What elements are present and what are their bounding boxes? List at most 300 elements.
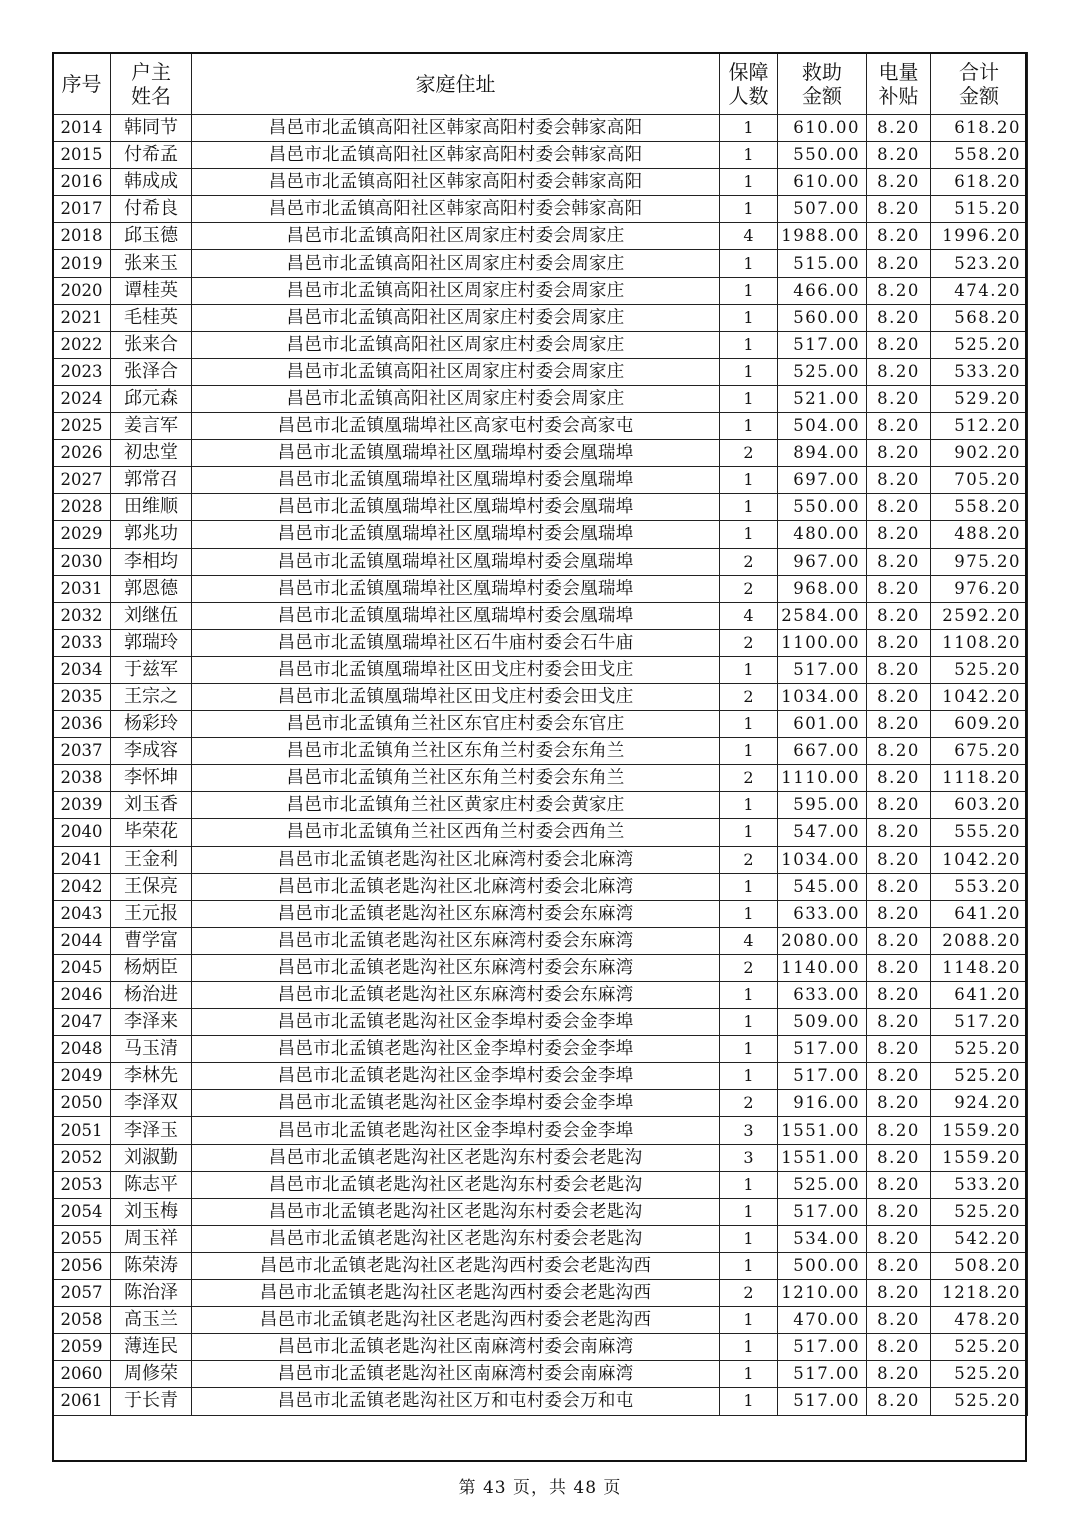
cell-people: 2	[720, 954, 778, 981]
cell-address: 昌邑市北孟镇凰瑞埠社区凰瑞埠村委会凰瑞埠	[192, 494, 720, 521]
cell-aid-amount: 525.00	[778, 358, 867, 385]
cell-address: 昌邑市北孟镇高阳社区韩家高阳村委会韩家高阳	[192, 115, 720, 142]
cell-address: 昌邑市北孟镇老匙沟社区北麻湾村委会北麻湾	[192, 873, 720, 900]
cell-aid-amount: 1110.00	[778, 765, 867, 792]
cell-aid-amount: 633.00	[778, 900, 867, 927]
cell-index: 2057	[53, 1280, 111, 1307]
table-row	[53, 873, 1028, 900]
cell-total-amount: 618.20	[931, 115, 1028, 142]
cell-power-subsidy: 8.20	[867, 846, 931, 873]
cell-people: 1	[720, 1252, 778, 1279]
cell-name: 高玉兰	[111, 1307, 192, 1334]
cell-name: 邱玉德	[111, 223, 192, 250]
cell-power-subsidy: 8.20	[867, 1171, 931, 1198]
cell-total-amount: 525.20	[931, 656, 1028, 683]
cell-index: 2024	[53, 385, 111, 412]
cell-power-subsidy: 8.20	[867, 385, 931, 412]
cell-index: 2017	[53, 196, 111, 223]
cell-power-subsidy: 8.20	[867, 683, 931, 710]
cell-name: 李怀坤	[111, 765, 192, 792]
cell-aid-amount: 610.00	[778, 115, 867, 142]
cell-aid-amount: 525.00	[778, 1171, 867, 1198]
cell-name: 付希孟	[111, 142, 192, 169]
cell-power-subsidy: 8.20	[867, 1090, 931, 1117]
cell-total-amount: 525.20	[931, 1334, 1028, 1361]
cell-total-amount: 525.20	[931, 1063, 1028, 1090]
table-row	[53, 440, 1028, 467]
cell-power-subsidy: 8.20	[867, 1198, 931, 1225]
cell-address: 昌邑市北孟镇凰瑞埠社区凰瑞埠村委会凰瑞埠	[192, 440, 720, 467]
cell-total-amount: 542.20	[931, 1225, 1028, 1252]
cell-power-subsidy: 8.20	[867, 358, 931, 385]
cell-name: 于兹军	[111, 656, 192, 683]
header-index: 序号	[53, 53, 111, 115]
table-row	[53, 927, 1028, 954]
cell-power-subsidy: 8.20	[867, 900, 931, 927]
cell-people: 1	[720, 1171, 778, 1198]
cell-name: 田维顺	[111, 494, 192, 521]
cell-people: 1	[720, 656, 778, 683]
cell-address: 昌邑市北孟镇老匙沟社区金李埠村委会金李埠	[192, 1009, 720, 1036]
cell-index: 2056	[53, 1252, 111, 1279]
cell-people: 1	[720, 358, 778, 385]
cell-address: 昌邑市北孟镇老匙沟社区北麻湾村委会北麻湾	[192, 846, 720, 873]
cell-total-amount: 609.20	[931, 711, 1028, 738]
table-row	[53, 656, 1028, 683]
cell-aid-amount: 1140.00	[778, 954, 867, 981]
cell-total-amount: 1559.20	[931, 1117, 1028, 1144]
cell-address: 昌邑市北孟镇凰瑞埠社区凰瑞埠村委会凰瑞埠	[192, 602, 720, 629]
cell-name: 杨治进	[111, 982, 192, 1009]
cell-index: 2019	[53, 250, 111, 277]
cell-index: 2047	[53, 1009, 111, 1036]
cell-address: 昌邑市北孟镇角兰社区黄家庄村委会黄家庄	[192, 792, 720, 819]
cell-aid-amount: 521.00	[778, 385, 867, 412]
cell-aid-amount: 515.00	[778, 250, 867, 277]
cell-total-amount: 2088.20	[931, 927, 1028, 954]
cell-index: 2030	[53, 548, 111, 575]
cell-aid-amount: 967.00	[778, 548, 867, 575]
cell-index: 2045	[53, 954, 111, 981]
cell-address: 昌邑市北孟镇凰瑞埠社区田戈庄村委会田戈庄	[192, 683, 720, 710]
cell-total-amount: 508.20	[931, 1252, 1028, 1279]
cell-address: 昌邑市北孟镇凰瑞埠社区凰瑞埠村委会凰瑞埠	[192, 467, 720, 494]
cell-address: 昌邑市北孟镇高阳社区周家庄村委会周家庄	[192, 331, 720, 358]
cell-name: 谭桂英	[111, 277, 192, 304]
cell-address: 昌邑市北孟镇凰瑞埠社区凰瑞埠村委会凰瑞埠	[192, 521, 720, 548]
cell-total-amount: 553.20	[931, 873, 1028, 900]
table-row	[53, 223, 1028, 250]
cell-power-subsidy: 8.20	[867, 954, 931, 981]
table-row	[53, 1063, 1028, 1090]
table-row	[53, 819, 1028, 846]
cell-aid-amount: 550.00	[778, 142, 867, 169]
cell-power-subsidy: 8.20	[867, 765, 931, 792]
cell-aid-amount: 547.00	[778, 819, 867, 846]
cell-name: 王金利	[111, 846, 192, 873]
cell-power-subsidy: 8.20	[867, 331, 931, 358]
cell-name: 张泽合	[111, 358, 192, 385]
cell-address: 昌邑市北孟镇老匙沟社区老匙沟西村委会老匙沟西	[192, 1252, 720, 1279]
cell-total-amount: 517.20	[931, 1009, 1028, 1036]
cell-people: 1	[720, 1063, 778, 1090]
table-row	[53, 711, 1028, 738]
cell-address: 昌邑市北孟镇老匙沟社区金李埠村委会金李埠	[192, 1117, 720, 1144]
cell-address: 昌邑市北孟镇老匙沟社区老匙沟西村委会老匙沟西	[192, 1280, 720, 1307]
cell-name: 李相均	[111, 548, 192, 575]
page-footer: 第 43 页，共 48 页	[458, 1478, 622, 1498]
cell-power-subsidy: 8.20	[867, 629, 931, 656]
table-row	[53, 1361, 1028, 1388]
cell-name: 付希良	[111, 196, 192, 223]
cell-address: 昌邑市北孟镇凰瑞埠社区凰瑞埠村委会凰瑞埠	[192, 548, 720, 575]
table-row	[53, 358, 1028, 385]
cell-name: 王元报	[111, 900, 192, 927]
cell-people: 4	[720, 223, 778, 250]
table-row	[53, 846, 1028, 873]
table-row	[53, 250, 1028, 277]
cell-aid-amount: 610.00	[778, 169, 867, 196]
cell-name: 陈志平	[111, 1171, 192, 1198]
cell-people: 1	[720, 1361, 778, 1388]
cell-index: 2034	[53, 656, 111, 683]
cell-power-subsidy: 8.20	[867, 927, 931, 954]
table-row	[53, 1171, 1028, 1198]
cell-address: 昌邑市北孟镇凰瑞埠社区凰瑞埠村委会凰瑞埠	[192, 575, 720, 602]
cell-index: 2054	[53, 1198, 111, 1225]
cell-aid-amount: 1551.00	[778, 1144, 867, 1171]
cell-index: 2053	[53, 1171, 111, 1198]
cell-name: 李泽玉	[111, 1117, 192, 1144]
cell-name: 杨炳臣	[111, 954, 192, 981]
cell-power-subsidy: 8.20	[867, 819, 931, 846]
cell-name: 陈治泽	[111, 1280, 192, 1307]
cell-index: 2032	[53, 602, 111, 629]
cell-aid-amount: 1551.00	[778, 1117, 867, 1144]
table-row	[53, 1252, 1028, 1279]
cell-power-subsidy: 8.20	[867, 602, 931, 629]
cell-index: 2046	[53, 982, 111, 1009]
cell-aid-amount: 1034.00	[778, 846, 867, 873]
table-row	[53, 982, 1028, 1009]
cell-aid-amount: 480.00	[778, 521, 867, 548]
cell-aid-amount: 504.00	[778, 413, 867, 440]
cell-index: 2026	[53, 440, 111, 467]
table-row	[53, 385, 1028, 412]
cell-people: 1	[720, 250, 778, 277]
cell-total-amount: 474.20	[931, 277, 1028, 304]
cell-name: 李泽来	[111, 1009, 192, 1036]
cell-total-amount: 478.20	[931, 1307, 1028, 1334]
cell-power-subsidy: 8.20	[867, 1388, 931, 1415]
cell-power-subsidy: 8.20	[867, 1063, 931, 1090]
cell-index: 2049	[53, 1063, 111, 1090]
table-row	[53, 792, 1028, 819]
cell-aid-amount: 509.00	[778, 1009, 867, 1036]
cell-name: 刘玉梅	[111, 1198, 192, 1225]
cell-power-subsidy: 8.20	[867, 1280, 931, 1307]
cell-total-amount: 675.20	[931, 738, 1028, 765]
cell-aid-amount: 894.00	[778, 440, 867, 467]
cell-index: 2036	[53, 711, 111, 738]
cell-power-subsidy: 8.20	[867, 575, 931, 602]
table-row	[53, 602, 1028, 629]
cell-index: 2058	[53, 1307, 111, 1334]
cell-total-amount: 558.20	[931, 142, 1028, 169]
cell-index: 2016	[53, 169, 111, 196]
table-row	[53, 900, 1028, 927]
cell-address: 昌邑市北孟镇老匙沟社区老匙沟东村委会老匙沟	[192, 1171, 720, 1198]
cell-people: 1	[720, 819, 778, 846]
cell-index: 2041	[53, 846, 111, 873]
cell-address: 昌邑市北孟镇老匙沟社区老匙沟东村委会老匙沟	[192, 1144, 720, 1171]
cell-address: 昌邑市北孟镇高阳社区周家庄村委会周家庄	[192, 277, 720, 304]
cell-name: 郭瑞玲	[111, 629, 192, 656]
cell-name: 韩同节	[111, 115, 192, 142]
cell-address: 昌邑市北孟镇凰瑞埠社区高家屯村委会高家屯	[192, 413, 720, 440]
cell-aid-amount: 500.00	[778, 1252, 867, 1279]
cell-people: 1	[720, 169, 778, 196]
table-row	[53, 954, 1028, 981]
cell-total-amount: 555.20	[931, 819, 1028, 846]
cell-aid-amount: 595.00	[778, 792, 867, 819]
cell-people: 1	[720, 1009, 778, 1036]
cell-total-amount: 529.20	[931, 385, 1028, 412]
cell-power-subsidy: 8.20	[867, 304, 931, 331]
cell-name: 周玉祥	[111, 1225, 192, 1252]
cell-address: 昌邑市北孟镇老匙沟社区金李埠村委会金李埠	[192, 1063, 720, 1090]
cell-power-subsidy: 8.20	[867, 277, 931, 304]
cell-total-amount: 618.20	[931, 169, 1028, 196]
cell-aid-amount: 560.00	[778, 304, 867, 331]
cell-aid-amount: 968.00	[778, 575, 867, 602]
cell-index: 2061	[53, 1388, 111, 1415]
cell-people: 1	[720, 1198, 778, 1225]
cell-name: 李泽双	[111, 1090, 192, 1117]
table-row	[53, 1225, 1028, 1252]
cell-people: 1	[720, 413, 778, 440]
cell-total-amount: 1118.20	[931, 765, 1028, 792]
cell-address: 昌邑市北孟镇凰瑞埠社区田戈庄村委会田戈庄	[192, 656, 720, 683]
cell-total-amount: 568.20	[931, 304, 1028, 331]
cell-index: 2023	[53, 358, 111, 385]
cell-total-amount: 1108.20	[931, 629, 1028, 656]
cell-power-subsidy: 8.20	[867, 738, 931, 765]
cell-power-subsidy: 8.20	[867, 873, 931, 900]
cell-address: 昌邑市北孟镇老匙沟社区南麻湾村委会南麻湾	[192, 1361, 720, 1388]
cell-name: 郭恩德	[111, 575, 192, 602]
cell-name: 杨彩玲	[111, 711, 192, 738]
cell-aid-amount: 633.00	[778, 982, 867, 1009]
cell-total-amount: 525.20	[931, 331, 1028, 358]
cell-total-amount: 533.20	[931, 1171, 1028, 1198]
cell-people: 2	[720, 1280, 778, 1307]
cell-total-amount: 1042.20	[931, 683, 1028, 710]
cell-index: 2025	[53, 413, 111, 440]
cell-index: 2015	[53, 142, 111, 169]
table-row	[53, 738, 1028, 765]
cell-name: 刘玉香	[111, 792, 192, 819]
cell-aid-amount: 916.00	[778, 1090, 867, 1117]
table-row	[53, 142, 1028, 169]
cell-total-amount: 975.20	[931, 548, 1028, 575]
cell-aid-amount: 1988.00	[778, 223, 867, 250]
table-row	[53, 1144, 1028, 1171]
cell-index: 2050	[53, 1090, 111, 1117]
cell-name: 周修荣	[111, 1361, 192, 1388]
cell-people: 1	[720, 1307, 778, 1334]
cell-aid-amount: 517.00	[778, 1063, 867, 1090]
cell-people: 1	[720, 1388, 778, 1415]
cell-address: 昌邑市北孟镇凰瑞埠社区石牛庙村委会石牛庙	[192, 629, 720, 656]
cell-power-subsidy: 8.20	[867, 223, 931, 250]
cell-people: 1	[720, 115, 778, 142]
cell-name: 刘继伍	[111, 602, 192, 629]
table-row	[53, 277, 1028, 304]
cell-total-amount: 603.20	[931, 792, 1028, 819]
cell-power-subsidy: 8.20	[867, 1009, 931, 1036]
header-subsidy: 电量 补贴	[867, 53, 931, 115]
cell-people: 1	[720, 711, 778, 738]
cell-total-amount: 2592.20	[931, 602, 1028, 629]
table-row	[53, 629, 1028, 656]
cell-people: 1	[720, 792, 778, 819]
header-people: 保障 人数	[720, 53, 778, 115]
table-row	[53, 1036, 1028, 1063]
cell-index: 2014	[53, 115, 111, 142]
cell-aid-amount: 517.00	[778, 1334, 867, 1361]
cell-address: 昌邑市北孟镇老匙沟社区老匙沟东村委会老匙沟	[192, 1198, 720, 1225]
cell-aid-amount: 1100.00	[778, 629, 867, 656]
cell-power-subsidy: 8.20	[867, 115, 931, 142]
cell-total-amount: 1218.20	[931, 1280, 1028, 1307]
cell-total-amount: 512.20	[931, 413, 1028, 440]
cell-aid-amount: 517.00	[778, 331, 867, 358]
cell-address: 昌邑市北孟镇高阳社区周家庄村委会周家庄	[192, 223, 720, 250]
table-row	[53, 413, 1028, 440]
cell-address: 昌邑市北孟镇老匙沟社区东麻湾村委会东麻湾	[192, 982, 720, 1009]
cell-address: 昌邑市北孟镇老匙沟社区老匙沟东村委会老匙沟	[192, 1225, 720, 1252]
cell-people: 2	[720, 629, 778, 656]
table-row	[53, 575, 1028, 602]
cell-total-amount: 1996.20	[931, 223, 1028, 250]
cell-index: 2031	[53, 575, 111, 602]
cell-people: 3	[720, 1117, 778, 1144]
cell-people: 3	[720, 1144, 778, 1171]
cell-people: 1	[720, 277, 778, 304]
cell-name: 曹学富	[111, 927, 192, 954]
cell-index: 2055	[53, 1225, 111, 1252]
cell-total-amount: 525.20	[931, 1388, 1028, 1415]
cell-people: 2	[720, 548, 778, 575]
header-address: 家庭住址	[192, 53, 720, 115]
cell-name: 张来玉	[111, 250, 192, 277]
cell-index: 2059	[53, 1334, 111, 1361]
cell-people: 1	[720, 1036, 778, 1063]
cell-people: 2	[720, 1090, 778, 1117]
cell-power-subsidy: 8.20	[867, 1144, 931, 1171]
table-row	[53, 304, 1028, 331]
cell-name: 马玉清	[111, 1036, 192, 1063]
cell-power-subsidy: 8.20	[867, 413, 931, 440]
cell-name: 郭常召	[111, 467, 192, 494]
table-row	[53, 1334, 1028, 1361]
cell-name: 薄连民	[111, 1334, 192, 1361]
header-total: 合计 金额	[931, 53, 1028, 115]
cell-address: 昌邑市北孟镇角兰社区西角兰村委会西角兰	[192, 819, 720, 846]
cell-index: 2042	[53, 873, 111, 900]
table-row	[53, 765, 1028, 792]
cell-address: 昌邑市北孟镇高阳社区周家庄村委会周家庄	[192, 385, 720, 412]
cell-index: 2044	[53, 927, 111, 954]
header-aid: 救助 金额	[778, 53, 867, 115]
cell-name: 邱元森	[111, 385, 192, 412]
cell-address: 昌邑市北孟镇老匙沟社区万和屯村委会万和屯	[192, 1388, 720, 1415]
cell-power-subsidy: 8.20	[867, 1334, 931, 1361]
cell-people: 1	[720, 385, 778, 412]
cell-people: 4	[720, 602, 778, 629]
table-row	[53, 1280, 1028, 1307]
cell-aid-amount: 601.00	[778, 711, 867, 738]
cell-address: 昌邑市北孟镇高阳社区周家庄村委会周家庄	[192, 358, 720, 385]
table-row	[53, 196, 1028, 223]
cell-power-subsidy: 8.20	[867, 494, 931, 521]
cell-people: 1	[720, 304, 778, 331]
cell-total-amount: 924.20	[931, 1090, 1028, 1117]
cell-aid-amount: 1034.00	[778, 683, 867, 710]
cell-people: 1	[720, 982, 778, 1009]
cell-name: 于长青	[111, 1388, 192, 1415]
cell-people: 1	[720, 467, 778, 494]
table-row	[53, 521, 1028, 548]
cell-index: 2043	[53, 900, 111, 927]
cell-people: 1	[720, 142, 778, 169]
table-row	[53, 1198, 1028, 1225]
cell-people: 2	[720, 765, 778, 792]
cell-name: 王宗之	[111, 683, 192, 710]
cell-address: 昌邑市北孟镇角兰社区东官庄村委会东官庄	[192, 711, 720, 738]
table-body	[53, 115, 1028, 1416]
cell-aid-amount: 466.00	[778, 277, 867, 304]
cell-power-subsidy: 8.20	[867, 521, 931, 548]
cell-total-amount: 1042.20	[931, 846, 1028, 873]
cell-index: 2048	[53, 1036, 111, 1063]
cell-power-subsidy: 8.20	[867, 1117, 931, 1144]
cell-total-amount: 976.20	[931, 575, 1028, 602]
cell-index: 2028	[53, 494, 111, 521]
table-row	[53, 1388, 1028, 1415]
cell-total-amount: 558.20	[931, 494, 1028, 521]
cell-aid-amount: 517.00	[778, 656, 867, 683]
table-row	[53, 467, 1028, 494]
cell-index: 2020	[53, 277, 111, 304]
cell-power-subsidy: 8.20	[867, 1361, 931, 1388]
table-row	[53, 1117, 1028, 1144]
cell-aid-amount: 550.00	[778, 494, 867, 521]
cell-name: 王保亮	[111, 873, 192, 900]
table-row	[53, 1090, 1028, 1117]
cell-aid-amount: 697.00	[778, 467, 867, 494]
header-row	[53, 53, 1028, 115]
table-row	[53, 683, 1028, 710]
relief-table	[52, 52, 1028, 1416]
cell-power-subsidy: 8.20	[867, 196, 931, 223]
cell-power-subsidy: 8.20	[867, 1036, 931, 1063]
header-name: 户主 姓名	[111, 53, 192, 115]
cell-power-subsidy: 8.20	[867, 1307, 931, 1334]
cell-aid-amount: 517.00	[778, 1361, 867, 1388]
cell-index: 2051	[53, 1117, 111, 1144]
